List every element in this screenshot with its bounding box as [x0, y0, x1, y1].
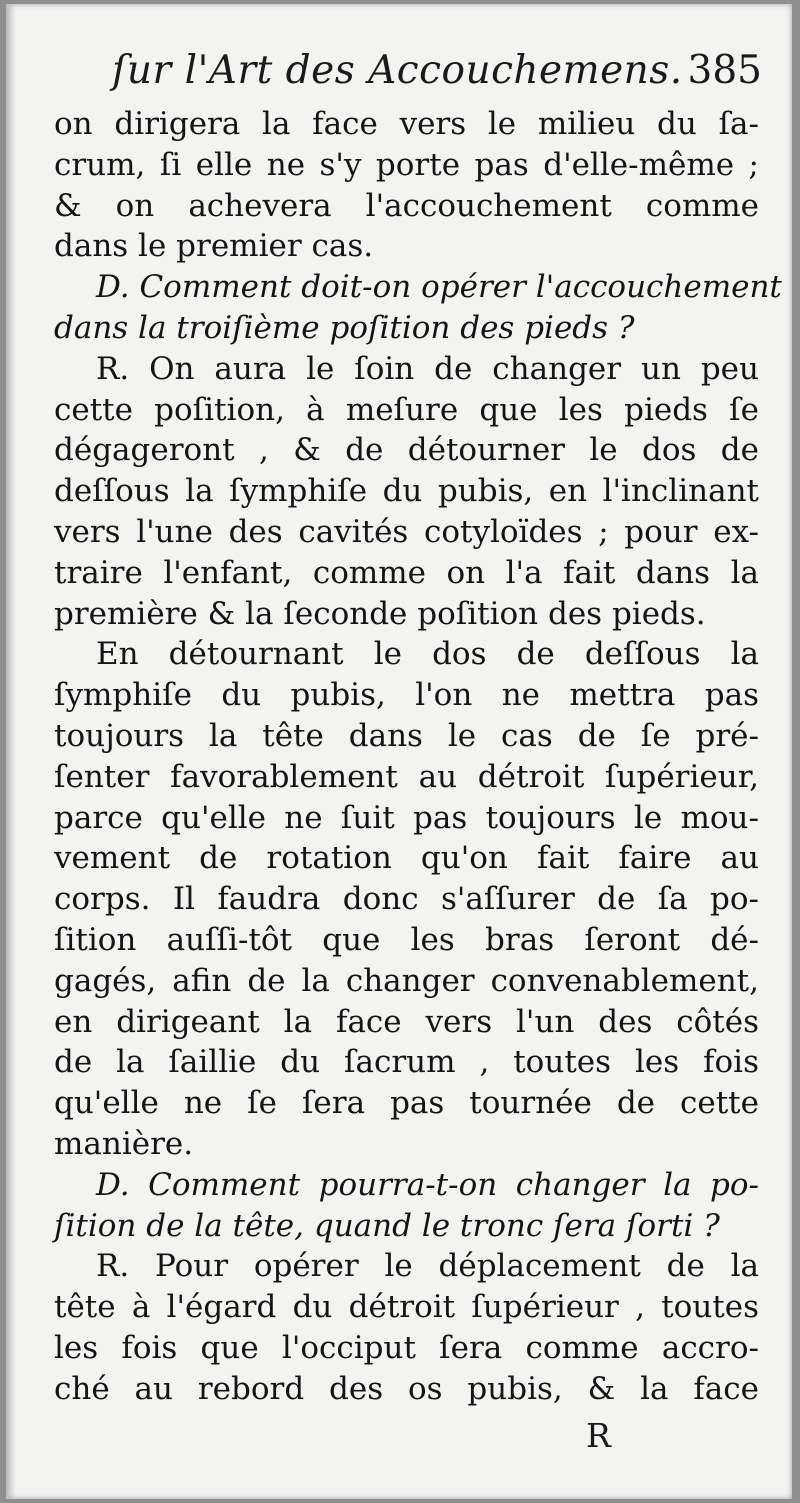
page-edge-shadow [6, 4, 16, 1499]
page-header [112, 48, 762, 108]
text-line: gagés, afin de la changer convenablement, [54, 962, 759, 999]
running-title: ſur l'Art des Accouchemens. [112, 48, 683, 93]
text-line: tête à l'égard du détroit ſupérieur , toutes [54, 1289, 759, 1326]
text-line: R. On aura le ſoin de changer un peu [96, 350, 759, 387]
text-line: parce qu'elle ne ſuit pas toujours le mou- [54, 799, 759, 836]
text-line: de la ſaillie du ſacrum , toutes les fois [54, 1044, 759, 1081]
text-line: traire l'enfant, comme on l'a fait dans la [54, 554, 759, 591]
text-line: toujours la tête dans le cas de ſe pré- [54, 717, 759, 754]
text-line: les fois que l'occiput ſera comme accro- [54, 1329, 759, 1366]
text-line: corps. Il faudra donc s'aſſurer de ſa po- [54, 881, 759, 918]
text-line: D. Comment doit-on opérer l'accouchement [96, 269, 782, 306]
text-line: qu'elle ne ſe ſera pas tournée de cette [54, 1085, 759, 1122]
text-line: En détournant le dos de deſſous la [96, 636, 759, 673]
book-page [6, 4, 792, 1499]
text-line: ché au rebord des os pubis, & la face [54, 1370, 759, 1407]
text-line: dégageront , & de détourner le dos de [54, 432, 759, 469]
text-line: & on achevera l'accouchement comme [54, 187, 759, 224]
text-line: première & la ſeconde poſition des pieds. [54, 595, 706, 632]
text-line: ſition auſſi-tôt que les bras ſeront dé- [54, 921, 759, 958]
text-line: ſenter favorablement au détroit ſupérieur, [54, 758, 759, 795]
text-line: manière. [54, 1125, 194, 1162]
text-line: en dirigeant la face vers l'un des côtés [54, 1003, 759, 1040]
text-line: dans la troiſième poſition des pieds ? [54, 309, 635, 346]
text-line: vement de rotation qu'on fait faire au [54, 840, 759, 877]
text-line: dans le premier cas. [54, 228, 374, 265]
text-line: crum, ſi elle ne s'y porte pas d'elle-même ; [54, 146, 759, 183]
body-text [54, 104, 782, 1410]
text-line: ſymphiſe du pubis, l'on ne mettra pas [54, 677, 759, 714]
text-line: ſition de la tête, quand le tronc ſera ſorti ? [54, 1207, 720, 1244]
text-line: R. Pour opérer le déplacement de la [96, 1248, 759, 1285]
signature-mark: R [586, 1416, 611, 1455]
text-line: on dirigera la face vers le milieu du ſa- [54, 106, 759, 142]
page-number: 385 [687, 48, 762, 93]
text-line: cette poſition, à meſure que les pieds ſe [54, 391, 759, 428]
text-line: deſſous la ſymphiſe du pubis, en l'inclinant [54, 473, 759, 510]
text-line: vers l'une des cavités cotyloïdes ; pour ex- [54, 513, 759, 550]
text-line: D. Comment pourra-t-on changer la po- [96, 1166, 759, 1203]
